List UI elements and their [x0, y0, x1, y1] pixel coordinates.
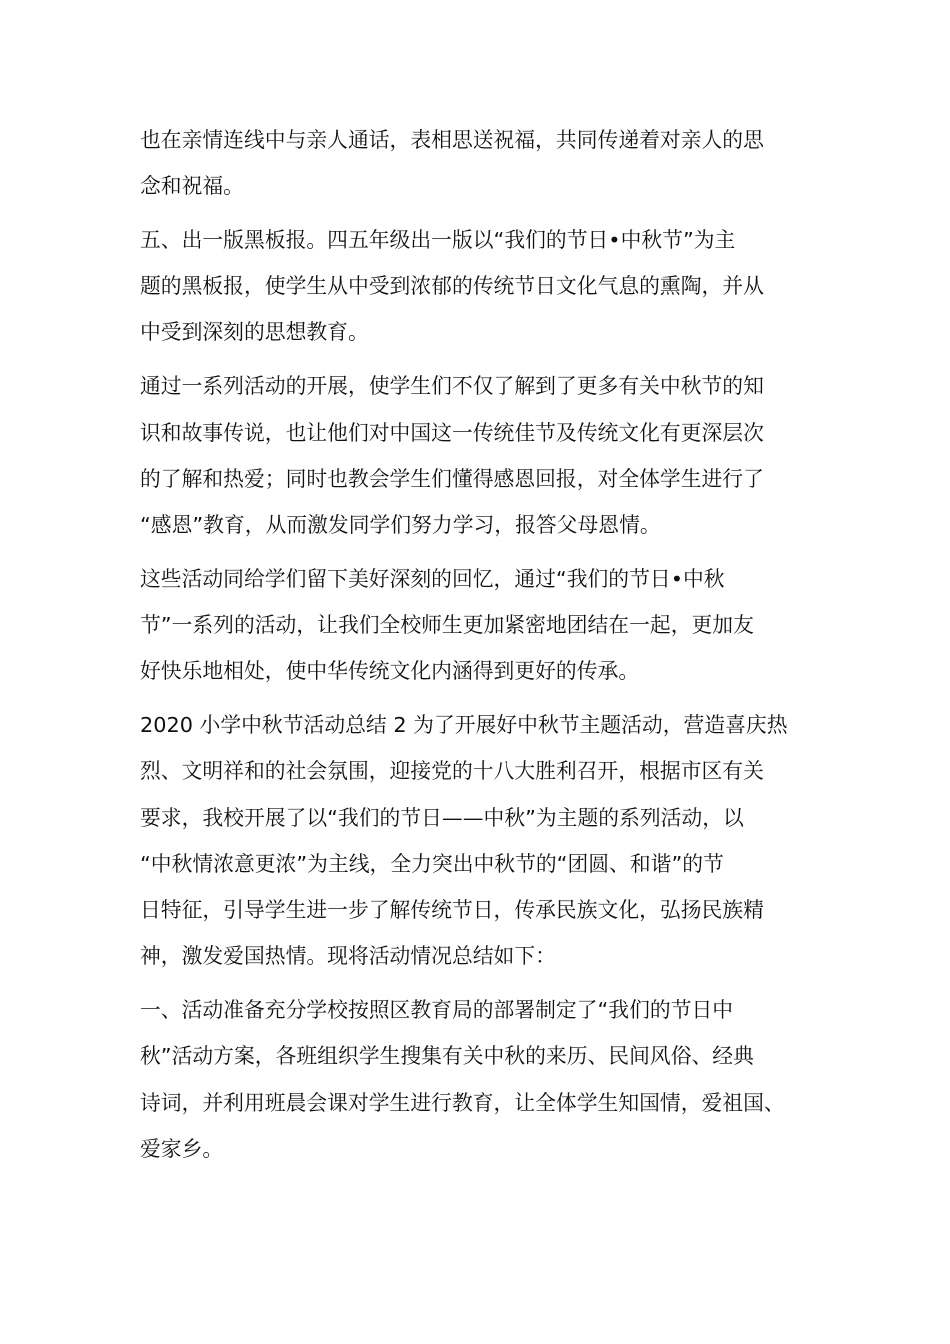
- text-line: 爱家乡。: [140, 1137, 224, 1161]
- text-line: 神，激发爱国热情。现将活动情况总结如下：: [140, 944, 556, 968]
- text-line: 节”一系列的活动，让我们全校师生更加紧密地团结在一起，更加友: [140, 613, 754, 637]
- text-line: “感恩”教育，从而激发同学们努力学习，报答父母恩情。: [140, 513, 661, 537]
- text-line: 要求，我校开展了以“我们的节日——中秋”为主题的系列活动，以: [140, 806, 744, 830]
- text-line: 题的黑板报，使学生从中受到浓郁的传统节日文化气息的熏陶，并从: [140, 274, 764, 298]
- text-line: 一、活动准备充分学校按照区教育局的部署制定了“我们的节日中: [140, 998, 734, 1022]
- text-line: “中秋情浓意更浓”为主线，全力突出中秋节的“团圆、和谐”的节: [140, 852, 724, 876]
- text-line: 好快乐地相处，使中华传统文化内涵得到更好的传承。: [140, 659, 640, 683]
- text-line: 念和祝福。: [140, 174, 244, 198]
- text-line: 中受到深刻的思想教育。: [140, 320, 369, 344]
- text-line: 2020 小学中秋节活动总结 2 为了开展好中秋节主题活动，营造喜庆热: [140, 713, 788, 737]
- text-line: 诗词，并利用班晨会课对学生进行教育，让全体学生知国情，爱祖国、: [140, 1091, 785, 1115]
- text-line: 也在亲情连线中与亲人通话，表相思送祝福，共同传递着对亲人的思: [140, 128, 764, 152]
- text-line: 这些活动同给学们留下美好深刻的回忆，通过“我们的节日•中秋: [140, 567, 725, 591]
- text-line: 的了解和热爱；同时也教会学生们懂得感恩回报，对全体学生进行了: [140, 467, 764, 491]
- text-line: 通过一系列活动的开展，使学生们不仅了解到了更多有关中秋节的知: [140, 374, 764, 398]
- text-line: 烈、文明祥和的社会氛围，迎接党的十八大胜利召开，根据市区有关: [140, 759, 764, 783]
- text-line: 日特征，引导学生进一步了解传统节日，传承民族文化，弘扬民族精: [140, 898, 764, 922]
- text-line: 五、出一版黑板报。四五年级出一版以“我们的节日•中秋节”为主: [140, 228, 736, 252]
- text-line: 识和故事传说，也让他们对中国这一传统佳节及传统文化有更深层次: [140, 421, 764, 445]
- text-line: 秋”活动方案，各班组织学生搜集有关中秋的来历、民间风俗、经典: [140, 1044, 754, 1068]
